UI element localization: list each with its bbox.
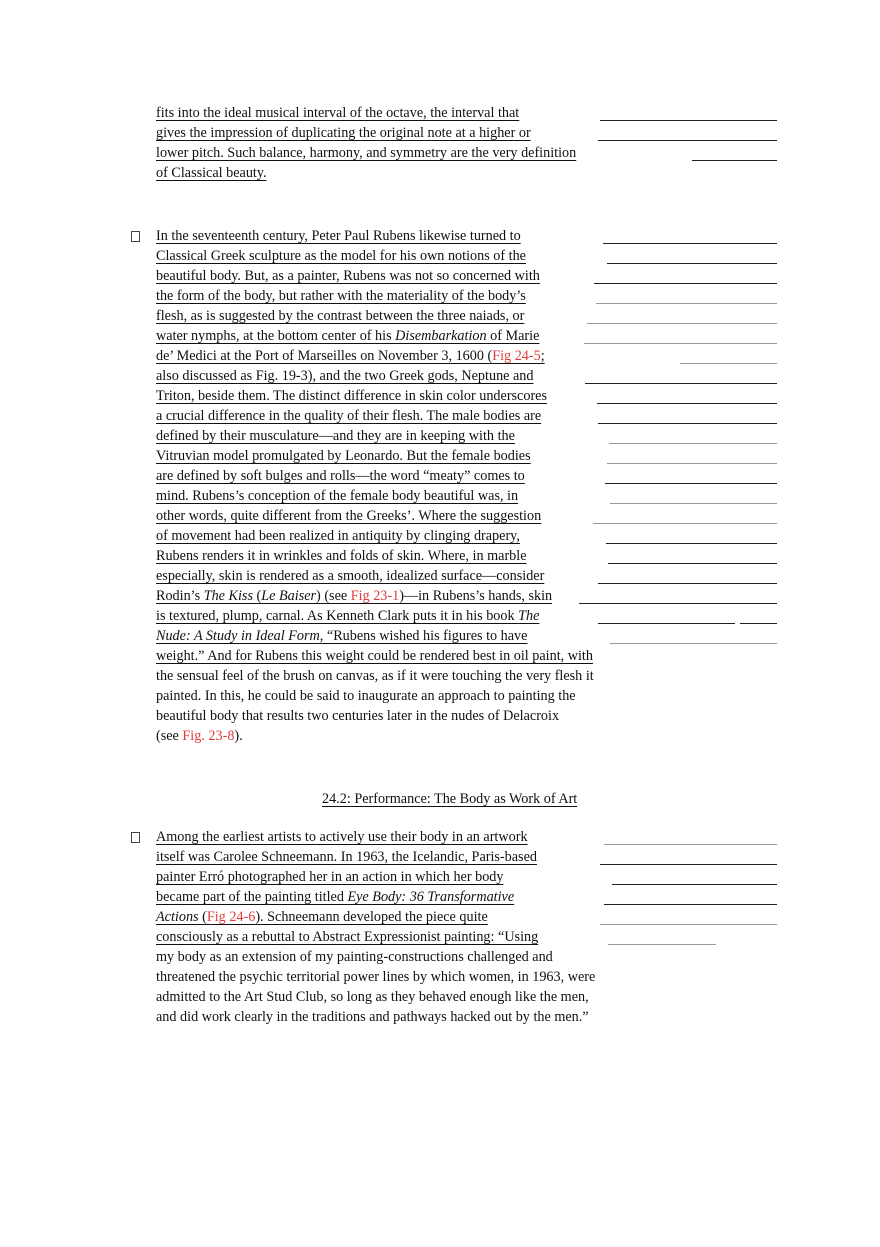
schneemann-line-6: consciously as a rebuttal to Abstract Expressionist painting: “Using: [156, 929, 539, 945]
rubens-line-25: beautiful body that results two centuries later in the nudes of Delacroix: [156, 708, 560, 724]
rubens-line-26: (see Fig. 23-8).: [156, 728, 243, 744]
rubens-line-23: the sensual feel of the brush on canvas, as if it were touching the very flesh it: [156, 668, 594, 684]
rubens-line-19: Rodin’s The Kiss (Le Baiser) (see Fig 23-1)—in Rubens’s hands, skin: [156, 588, 553, 604]
schneemann-line-5: Actions (Fig 24-6). Schneemann developed the piece quite: [156, 909, 488, 925]
revision-rule: [584, 343, 777, 344]
revision-rule: [606, 543, 777, 544]
schneemann-line-10: and did work clearly in the traditions and pathways hacked out by the men.”: [156, 1009, 589, 1025]
intro-line-1: fits into the ideal musical interval of the octave, the interval that: [156, 105, 520, 121]
rubens-line-2: Classical Greek sculpture as the model for his own notions of the: [156, 248, 526, 264]
section-heading: 24.2: Performance: The Body as Work of Art: [322, 791, 578, 807]
schneemann-line-1: Among the earliest artists to actively use their body in an artwork: [156, 829, 528, 845]
revision-rule: [610, 643, 777, 644]
schneemann-line-2: itself was Carolee Schneemann. In 1963, the Icelandic, Paris-based: [156, 849, 537, 865]
revision-rule: [612, 884, 777, 885]
rubens-line-10: a crucial difference in the quality of their flesh. The male bodies are: [156, 408, 542, 424]
rubens-line-13: are defined by soft bulges and rolls—the word “meaty” comes to: [156, 468, 525, 484]
fig-23-8-link[interactable]: Fig. 23-8: [182, 728, 235, 744]
intro-line-4: of Classical beauty.: [156, 165, 267, 181]
revision-rule: [740, 623, 777, 624]
revision-rule: [579, 603, 777, 604]
rubens-line-24: painted. In this, he could be said to inaugurate an approach to painting the: [156, 688, 576, 704]
revision-rule: [603, 243, 777, 244]
revision-rule: [609, 443, 777, 444]
revision-rule: [593, 523, 777, 524]
rubens-line-15: other words, quite different from the Greeks’. Where the suggestion: [156, 508, 542, 524]
fig-23-1-link[interactable]: Fig 23-1: [350, 588, 400, 604]
revision-rule: [607, 463, 777, 464]
revision-rule: [604, 904, 777, 905]
revision-rule: [605, 483, 777, 484]
schneemann-line-3: painter Erró photographed her in an action in which her body: [156, 869, 504, 885]
revision-rule: [680, 363, 777, 364]
intro-line-3: lower pitch. Such balance, harmony, and symmetry are the very definition: [156, 145, 577, 161]
rubens-line-12: Vitruvian model promulgated by Leonardo. But the female bodies: [156, 448, 531, 464]
revision-rule: [598, 423, 777, 424]
revision-rule: [692, 160, 777, 161]
fig-24-5-link[interactable]: Fig 24-5: [492, 348, 541, 364]
revision-rule: [598, 583, 777, 584]
rubens-line-16: of movement had been realized in antiquity by clinging drapery,: [156, 528, 520, 544]
rubens-line-3: beautiful body. But, as a painter, Rubens was not so concerned with: [156, 268, 540, 284]
rubens-line-11: defined by their musculature—and they are in keeping with the: [156, 428, 515, 444]
revision-rule: [597, 403, 777, 404]
rubens-line-1: In the seventeenth century, Peter Paul Rubens likewise turned to: [156, 228, 521, 244]
revision-rule: [587, 323, 777, 324]
schneemann-line-9: admitted to the Art Stud Club, so long as they behaved enough like the men,: [156, 989, 589, 1005]
rubens-line-5: flesh, as is suggested by the contrast between the three naiads, or: [156, 308, 525, 324]
rubens-line-17: Rubens renders it in wrinkles and folds of skin. Where, in marble: [156, 548, 527, 564]
rubens-line-8: also discussed as Fig. 19-3), and the two Greek gods, Neptune and: [156, 368, 534, 384]
revision-rule: [598, 140, 777, 141]
revision-rule: [600, 120, 777, 121]
schneemann-line-7: my body as an extension of my painting-constructions challenged and: [156, 949, 553, 965]
revision-rule: [607, 263, 777, 264]
intro-line-2: gives the impression of duplicating the original note at a higher or: [156, 125, 531, 141]
bullet-box-icon: [131, 231, 140, 242]
rubens-line-6: water nymphs, at the bottom center of his Disembarkation of Marie: [156, 328, 540, 344]
schneemann-line-4: became part of the painting titled Eye Body: 36 Transformative: [156, 889, 515, 905]
rubens-line-4: the form of the body, but rather with the materiality of the body’s: [156, 288, 526, 304]
rubens-line-20: is textured, plump, carnal. As Kenneth Clark puts it in his book The: [156, 608, 540, 624]
rubens-line-18: especially, skin is rendered as a smooth, idealized surface—consider: [156, 568, 545, 584]
rubens-line-21: Nude: A Study in Ideal Form, “Rubens wished his figures to have: [156, 628, 528, 644]
revision-rule: [585, 383, 777, 384]
fig-24-6-link[interactable]: Fig 24-6: [206, 909, 256, 925]
revision-rule: [600, 864, 777, 865]
rubens-line-22: weight.” And for Rubens this weight could be rendered best in oil paint, with: [156, 648, 593, 664]
rubens-line-9: Triton, beside them. The distinct difference in skin color underscores: [156, 388, 547, 404]
revision-rule: [608, 944, 716, 945]
rubens-line-14: mind. Rubens’s conception of the female body beautiful was, in: [156, 488, 519, 504]
revision-rule: [600, 924, 777, 925]
revision-rule: [608, 563, 777, 564]
revision-rule: [596, 303, 777, 304]
schneemann-line-8: threatened the psychic territorial power lines by which women, in 1963, were: [156, 969, 596, 985]
revision-rule: [604, 844, 777, 845]
revision-rule: [594, 283, 777, 284]
bullet-box-icon: [131, 832, 140, 843]
revision-rule: [598, 623, 735, 624]
revision-rule: [610, 503, 777, 504]
rubens-line-7: de’ Medici at the Port of Marseilles on November 3, 1600 (Fig 24-5;: [156, 348, 545, 364]
